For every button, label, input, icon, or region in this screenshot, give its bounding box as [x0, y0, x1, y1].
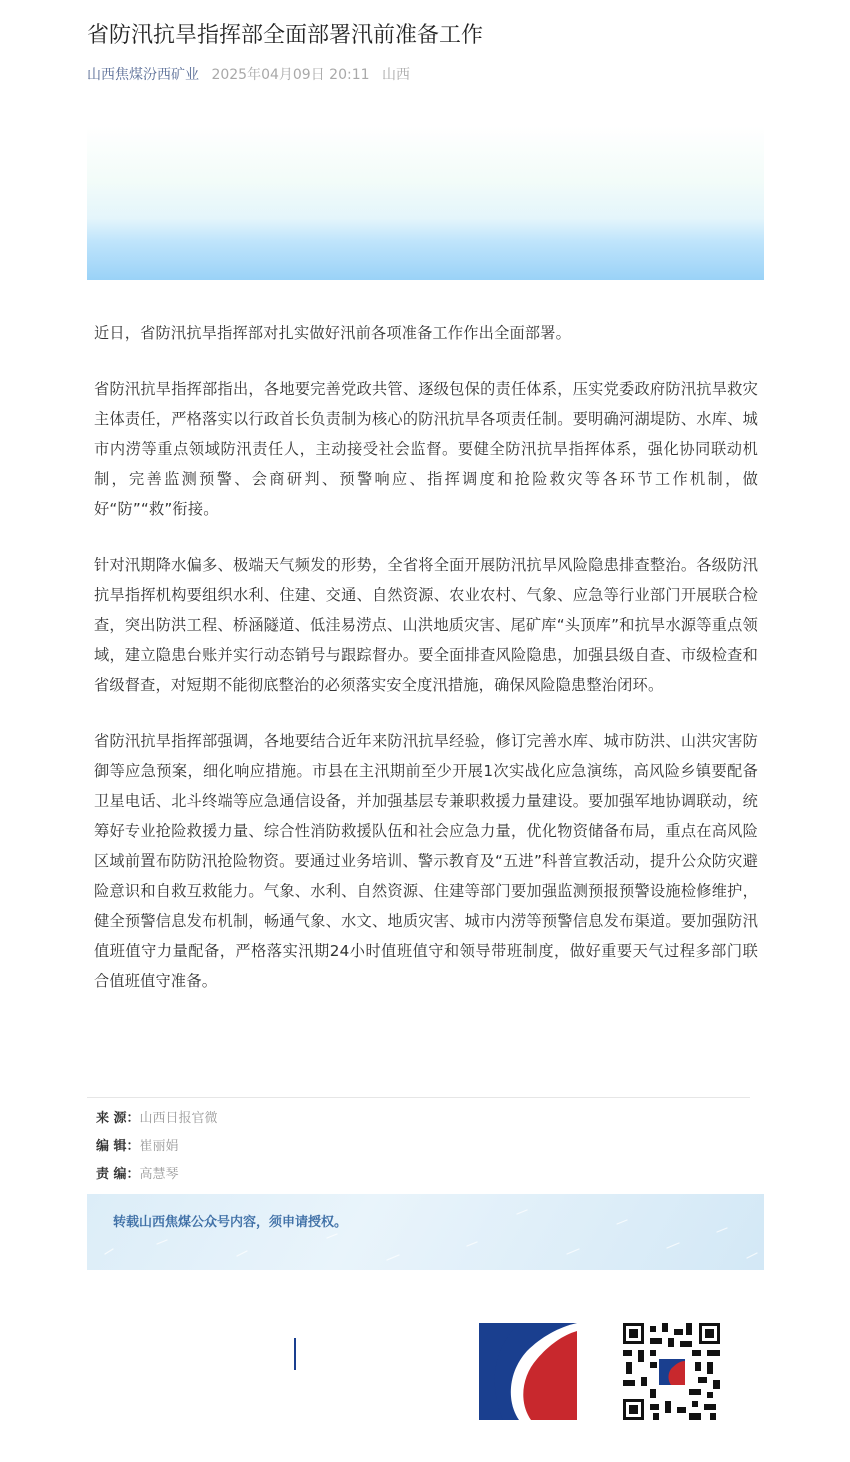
- article-paragraph: 省防汛抗旱指挥部强调，各地要结合近年来防汛抗旱经验，修订完善水库、城市防洪、山洪灾害防御等应急预案，细化响应措施。市县在主汛期前至少开展1次实战化应急演练，高风险乡镇要配备卫星电话、北斗终端等应急通信设备，并加强基层专兼职救援力量建设。要加强军地协调联动，统筹好专业抢险救援力量、综合性消防救援队伍和社会应急力量，优化物资储备布局，重点在高风险区域前置布防防汛抢险物资。要通过业务培训、警示教育及“五进”科普宣教活动，提升公众防灾避险意识和自救互救能力。气象、水利、自然资源、住建等部门要加强监测预报预警设施检修维护，健全预警信息发布机制，畅通气象、水文、地质灾害、城市内涝等预警信息发布渠道。要加强防汛值班值守力量配备，严格落实汛期24小时值班值守和领导带班制度，做好重要天气过程多部门联合值班值守准备。: [94, 732, 758, 990]
- credit-value: 山西日报官微: [139, 1111, 218, 1126]
- credit-label: 编 辑：: [96, 1139, 140, 1154]
- credit-chief-editor: [96, 1161, 218, 1189]
- credit-value: 高慧琴: [139, 1167, 179, 1182]
- article-meta: [87, 65, 410, 85]
- credit-label: 责 编：: [96, 1167, 140, 1182]
- brush-texture-decoration: [87, 1194, 764, 1270]
- publish-date: 2025年04月09日 20:11: [211, 67, 370, 83]
- article-paragraph: 针对汛期降水偏多、极端天气频发的形势，全省将全面开展防汛抗旱风险隐患排查整治。各级防汛抗旱指挥机构要组织水利、住建、交通、自然资源、农业农村、气象、应急等行业部门开展联合检查，突出防洪工程、桥涵隧道、低洼易涝点、山洪地质灾害、尾矿库“头顶库”和抗旱水源等重点领域，建立隐患台账并实行动态销号与跟踪督办。要全面排查风险隐患，加强县级自查、市级检查和省级督查，对短期不能彻底整治的必须落实安全度汛措施，确保风险隐患整治闭环。: [94, 556, 758, 694]
- account-name-link[interactable]: 山西焦煤汾西矿业: [87, 67, 199, 83]
- shanxi-coking-coal-logo-icon: [479, 1323, 577, 1420]
- credit-value: 崔丽娟: [139, 1139, 179, 1154]
- article-paragraph: 近日，省防汛抗旱指挥部对扎实做好汛前各项准备工作作出全面部署。: [94, 324, 572, 342]
- publish-location: 山西: [381, 67, 410, 83]
- qr-code-icon: [623, 1323, 720, 1420]
- article-title: 省防汛抗旱指挥部全面部署汛前准备工作: [87, 23, 484, 48]
- header-banner-image: [87, 126, 764, 280]
- credit-editor: [96, 1133, 218, 1161]
- content-divider: [87, 1097, 750, 1098]
- copyright-notice-banner: [87, 1194, 764, 1270]
- footer-divider-bar: [294, 1338, 296, 1370]
- credit-label: 来 源：: [96, 1111, 140, 1126]
- credits-block: [96, 1105, 218, 1189]
- credit-source: [96, 1105, 218, 1133]
- copyright-notice-text: 转载山西焦煤公众号内容，须申请授权。: [113, 1215, 348, 1230]
- article-body: [94, 318, 758, 1022]
- article-paragraph: 省防汛抗旱指挥部指出，各地要完善党政共管、逐级包保的责任体系，压实党委政府防汛抗旱救灾主体责任，严格落实以行政首长负责制为核心的防汛抗旱各项责任制。要明确河湖堤防、水库、城市内涝等重点领域防汛责任人，主动接受社会监督。要健全防汛抗旱指挥体系，强化协同联动机制，完善监测预警、会商研判、预警响应、指挥调度和抢险救灾等各环节工作机制，做好“防”“救”衔接。: [94, 380, 758, 518]
